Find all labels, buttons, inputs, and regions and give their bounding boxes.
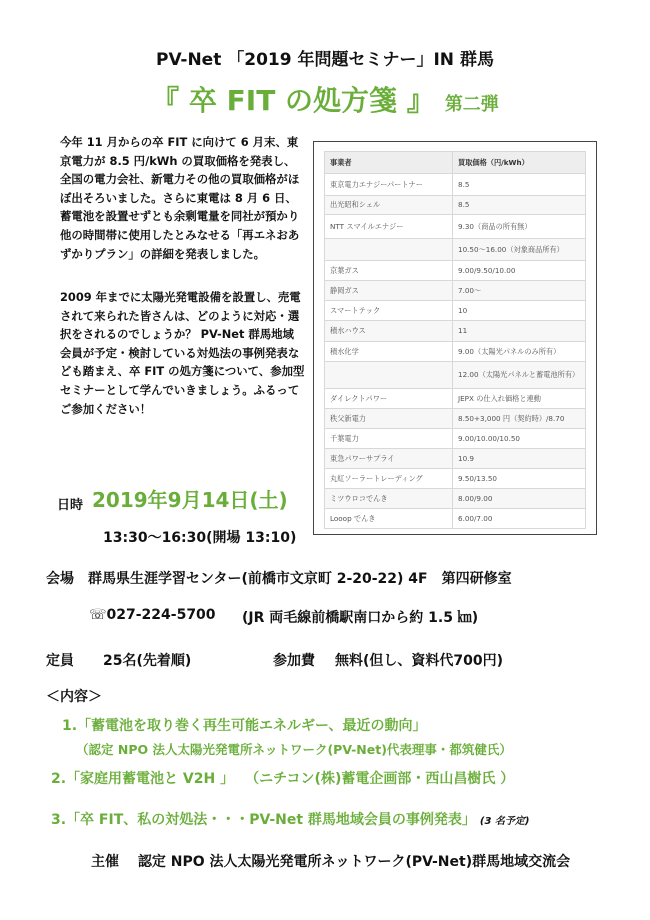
intro-paragraph-1: 今年 11 月からの卒 FIT に向けて 6 月末、東京電力が 8.5 円/kWh の買取価格を発表し、全国の電力会社、新電力その他の買取価格がほぼ出そろいました。さらに東電は 8 月 6 日、蓄電池を設置せずとも余剰電量を同社が預かり他の時間帯に使用したとみなせる「再エネおあずかりプラン」の詳細を発表しました。 <box>60 135 300 261</box>
price-cell: 10 <box>453 301 586 321</box>
access-info: (JR 両毛線前橋駅南口から約 1.5 ㎞) <box>242 610 479 626</box>
company-cell: 東京電力エナジーパートナー <box>325 174 453 196</box>
company-cell: Looop でんき <box>325 509 453 529</box>
price-cell: 12.00（太陽光パネルと蓄電池所有） <box>453 362 586 389</box>
contents-heading: ＜内容＞ <box>46 689 102 705</box>
organizer: 主催 認定 NPO 法人太陽光発電所ネットワーク(PV-Net)群馬地域交流会 <box>91 854 571 870</box>
price-table-row <box>325 261 586 281</box>
company-cell: 積水化学 <box>325 342 453 362</box>
price-table-row <box>325 321 586 342</box>
content-item-3 <box>51 809 530 829</box>
price-table-row <box>325 239 586 261</box>
main-title-text: 『 卒 FIT の処方箋 』 <box>151 84 435 117</box>
main-title <box>0 79 650 119</box>
company-cell: 秩父新電力 <box>325 409 453 429</box>
price-cell: 8.50+3,000 円（契約時）/8.70 <box>453 409 586 429</box>
header-cell: 事業者 <box>325 152 453 174</box>
price-table-row <box>325 342 586 362</box>
date-label: 日時 <box>57 498 84 513</box>
content-item-3-title: 3.「卒 FIT、私の対処法・・・PV-Net 群馬地域会員の事例発表」 <box>51 812 476 828</box>
price-table-row <box>325 301 586 321</box>
company-cell: 静岡ガス <box>325 281 453 301</box>
company-cell: 東急パワーサプライ <box>325 449 453 469</box>
price-table-box <box>313 141 597 535</box>
price-cell: 10.50～16.00（対象商品所有） <box>453 239 586 261</box>
price-cell: 9.00（太陽光パネルのみ所有） <box>453 342 586 362</box>
content-item-2-title: 2.「家庭用蓄電池と V2H 」 <box>51 771 235 787</box>
price-cell: 6.00/7.00 <box>453 509 586 529</box>
company-cell: 積水ハウス <box>325 321 453 342</box>
company-cell: NTT スマイルエナジー <box>325 215 453 239</box>
price-cell: 7.00～ <box>453 281 586 301</box>
company-cell: ダイレクトパワー <box>325 389 453 409</box>
price-table-header <box>325 152 586 174</box>
event-venue: 会場 群馬県生涯学習センター(前橋市文京町 2-20-22) 4F 第四研修室 <box>46 571 512 587</box>
content-item-2 <box>51 768 514 788</box>
capacity-label: 定員 <box>46 653 74 669</box>
event-date: 2019年9月14日(土) <box>92 488 288 512</box>
company-cell: 千葉電力 <box>325 429 453 449</box>
company-cell: 出光昭和シェル <box>325 196 453 215</box>
company-cell <box>325 362 453 389</box>
price-table-row <box>325 509 586 529</box>
price-table-row <box>325 469 586 489</box>
price-table-row <box>325 281 586 301</box>
company-cell: スマートテック <box>325 301 453 321</box>
price-cell: JEPX の仕入れ価格と連動 <box>453 389 586 409</box>
price-cell: 9.50/13.50 <box>453 469 586 489</box>
fee-label: 参加費 <box>273 653 315 669</box>
header-cell: 買取価格（円/kWh） <box>453 152 586 174</box>
price-table-row <box>325 389 586 409</box>
price-table-row <box>325 215 586 239</box>
content-item-2-speaker: （ニチコン(株)蓄電企画部・西山昌樹氏 ） <box>252 771 515 787</box>
price-table-row <box>325 449 586 469</box>
company-cell <box>325 239 453 261</box>
price-cell: 8.5 <box>453 174 586 196</box>
price-table <box>324 151 586 529</box>
capacity-value: 25名(先着順) <box>103 653 192 669</box>
content-item-1-speaker: （認定 NPO 法人太陽光発電所ネットワーク(PV-Net)代表理事・都筑健氏） <box>76 742 512 757</box>
event-time: 13:30～16:30(開場 13:10) <box>103 530 297 546</box>
event-title: PV-Net 「2019 年問題セミナー」IN 群馬 <box>156 50 494 70</box>
price-cell: 9.00/10.00/10.50 <box>453 429 586 449</box>
intro-paragraph-2: 2009 年までに太陽光発電設備を設置し、売電されて来られた皆さんは、どのように対応・選択をされるのでしょうか？ PV-Net 群馬地域会員が予定・検討している対処法の事例発表なども踏まえ、卒 FIT の処方箋について、参加型セミナーとして学んでいきましょう。ふるってご参加ください！ <box>60 290 305 416</box>
fee-value: 無料(但し、資料代700円) <box>335 653 504 669</box>
phone-number: ☏027-224-5700 <box>89 607 216 623</box>
price-table-row <box>325 174 586 196</box>
content-item-3-note: (3 名予定) <box>479 816 530 827</box>
price-table-row <box>325 429 586 449</box>
price-cell: 8.5 <box>453 196 586 215</box>
price-cell: 9.30（商品の所有無） <box>453 215 586 239</box>
price-cell: 10.9 <box>453 449 586 469</box>
price-table-row <box>325 362 586 389</box>
price-cell: 9.00/9.50/10.00 <box>453 261 586 281</box>
subtitle: 第二弾 <box>444 94 499 115</box>
content-item-1: 1.「蓄電池を取り巻く再生可能エネルギー、最近の動向」 <box>62 718 427 734</box>
price-table-row <box>325 196 586 215</box>
company-cell: ミツウロコでんき <box>325 489 453 509</box>
price-table-row <box>325 409 586 429</box>
price-table-row <box>325 489 586 509</box>
company-cell: 京葉ガス <box>325 261 453 281</box>
price-cell: 8.00/9.00 <box>453 489 586 509</box>
price-cell: 11 <box>453 321 586 342</box>
company-cell: 丸紅ソーラートレーディング <box>325 469 453 489</box>
